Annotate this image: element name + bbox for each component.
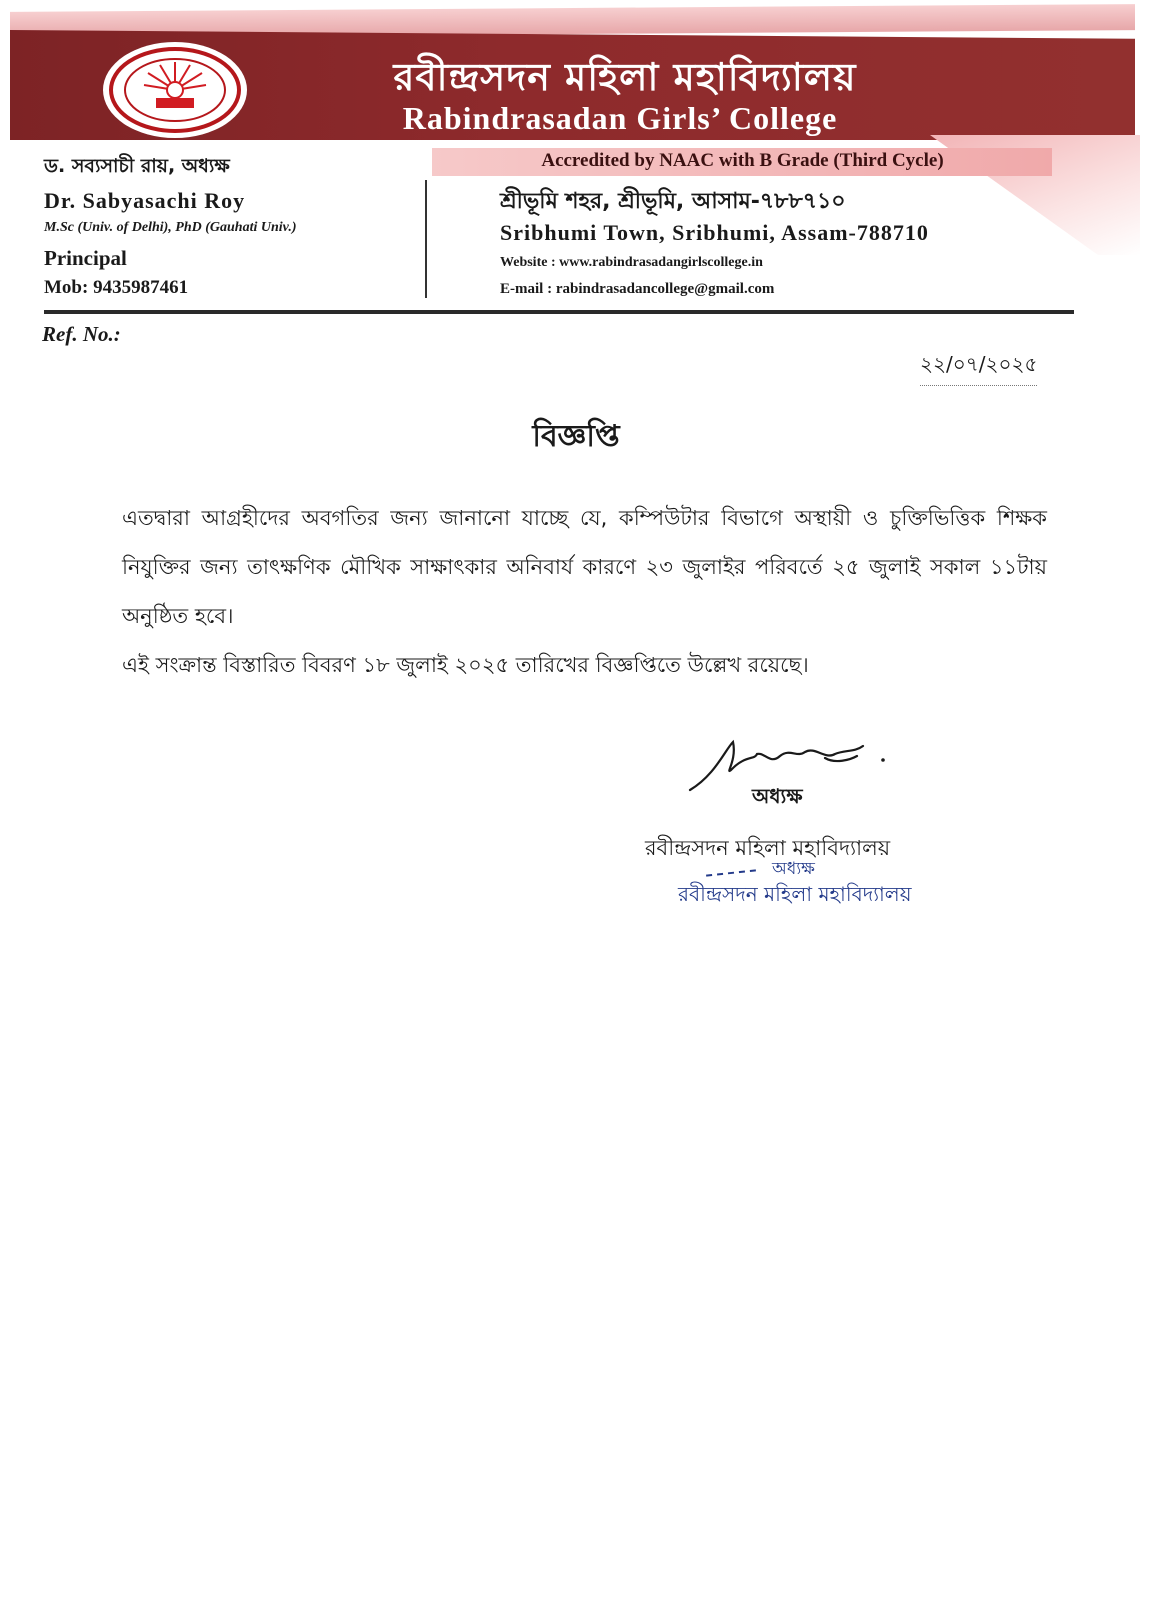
college-name-english: Rabindrasadan Girls’ College <box>402 100 838 136</box>
signatory-college: রবীন্দ্রসদন মহিলা মহাবিদ্যালয় <box>645 836 891 860</box>
principal-mobile: Mob: 9435987461 <box>44 277 189 298</box>
stamp-college: রবীন্দ্রসদন মহিলা মহাবিদ্যালয় <box>678 882 912 906</box>
notice-date: ২২/০৭/২০২৫ <box>920 350 1037 386</box>
stamp-line <box>706 869 756 876</box>
email-text: E-mail : rabindrasadancollege@gmail.com <box>500 281 775 297</box>
college-logo <box>100 40 250 140</box>
signatory-role: অধ্যক্ষ <box>752 784 803 808</box>
notice-paragraph-1: এতদ্বারা আগ্রহীদের অবগতির জন্য জানানো যাচ্ছে যে, কম্পিউটার বিভাগে অস্থায়ী ও চুক্তিভিত্তিক শিক্ষক নিযুক্তির জন্য তাৎক্ষণিক মৌখিক সাক্ষাৎকার অনিবার্য কারণে ২৩ জুলাইর পরিবর্তে ২৫ জুলাই সকাল ১১টায় অনুষ্ঠিত হবে। <box>122 506 1047 628</box>
principal-role: Principal <box>44 246 127 270</box>
principal-name-bengali: ড. সব্যসাচী রায়, অধ্যক্ষ <box>44 155 230 177</box>
principal-qualification: M.Sc (Univ. of Delhi), PhD (Gauhati Univ.) <box>44 220 297 235</box>
reference-number: Ref. No.: <box>42 322 121 346</box>
college-name-bengali: রবীন্দ্রসদন মহিলা মহাবিদ্যালয় <box>393 55 857 99</box>
accreditation-text: Accredited by NAAC with B Grade (Third Cycle) <box>541 150 944 171</box>
stamp-role: অধ্যক্ষ <box>772 859 815 879</box>
address-english: Sribhumi Town, Sribhumi, Assam-788710 <box>500 220 929 245</box>
header-divider <box>425 180 427 298</box>
header-rule <box>44 310 1074 314</box>
website-text: Website : www.rabindrasadangirlscollege.in <box>500 255 763 270</box>
notice-title: বিজ্ঞপ্তি <box>532 419 620 454</box>
notice-paragraph-2: এই সংক্রান্ত বিস্তারিত বিবরণ ১৮ জুলাই ২০২৫ তারিখের বিজ্ঞপ্তিতে উল্লেখ রয়েছে। <box>122 653 809 677</box>
address-bengali: শ্রীভূমি শহর, শ্রীভূমি, আসাম-৭৮৮৭১০ <box>500 189 846 214</box>
principal-name: Dr. Sabyasachi Roy <box>44 188 246 213</box>
